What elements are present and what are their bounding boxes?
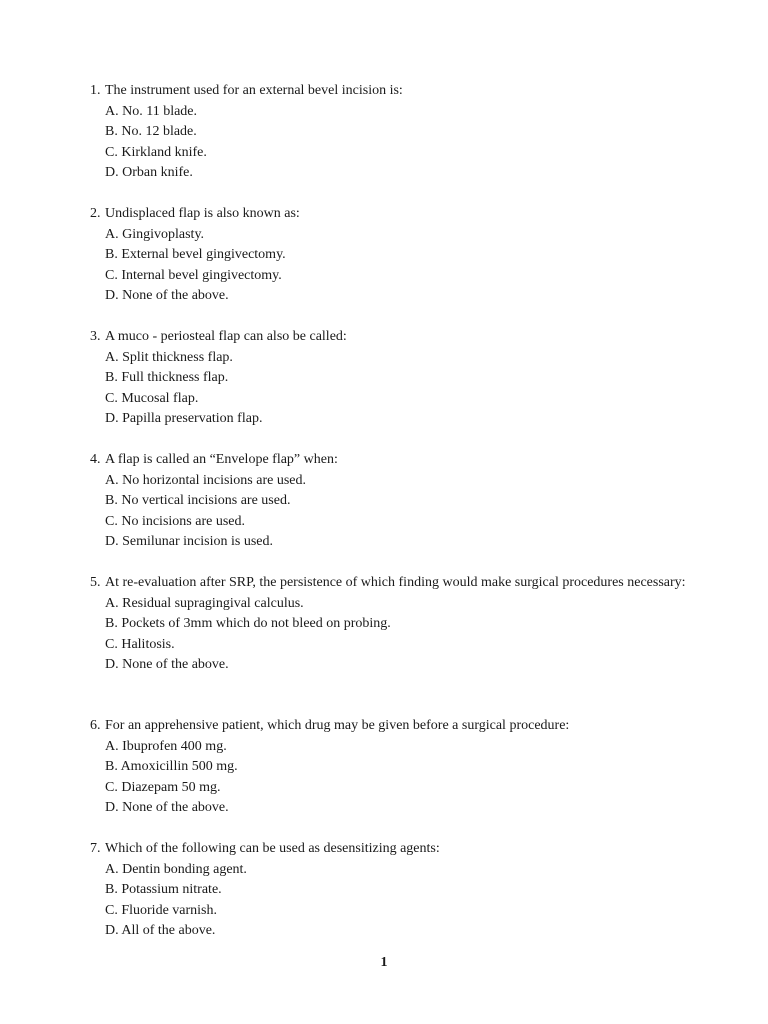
option-b: B. Potassium nitrate. — [105, 882, 222, 897]
question-2 — [90, 204, 690, 307]
question-text: Undisplaced flap is also known as: — [105, 206, 300, 221]
option-d: D. Orban knife. — [105, 165, 193, 180]
option-c: C. Kirkland knife. — [105, 144, 207, 160]
option-list — [90, 737, 690, 819]
question-5 — [90, 573, 690, 676]
page-number: 1 — [380, 955, 388, 970]
option-a: A. Dentin bonding agent. — [105, 861, 247, 877]
option-b: B. Amoxicillin 500 mg. — [105, 759, 238, 774]
question-text: At re-evaluation after SRP, the persistence of which finding would make surgical procedures necessary: — [105, 575, 686, 590]
question-3 — [90, 327, 690, 430]
question-text: A muco - periosteal flap can also be called: — [105, 329, 347, 344]
question-stem — [90, 204, 690, 225]
question-number: 3. — [90, 329, 101, 344]
option-list — [90, 225, 690, 307]
question-number: 6. — [90, 718, 101, 733]
question-stem — [90, 716, 690, 737]
option-d: D. None of the above. — [105, 657, 229, 672]
question-text: A flap is called an “Envelope flap” when: — [105, 452, 338, 467]
question-number: 2. — [90, 206, 101, 221]
question-stem — [90, 839, 690, 860]
option-list — [90, 348, 690, 430]
option-b: B. Pockets of 3mm which do not bleed on probing. — [105, 616, 391, 631]
question-stem — [90, 573, 690, 594]
option-a: A. Residual supragingival calculus. — [105, 595, 304, 611]
option-a: A. No. 11 blade. — [105, 103, 198, 119]
option-a: A. No horizontal incisions are used. — [105, 472, 307, 488]
option-d: D. None of the above. — [105, 288, 229, 303]
option-c: C. Halitosis. — [105, 636, 175, 652]
option-b: B. No vertical incisions are used. — [105, 493, 291, 508]
option-list — [90, 860, 690, 942]
option-a: A. Split thickness flap. — [105, 349, 233, 365]
question-1 — [90, 81, 690, 184]
question-text: Which of the following can be used as desensitizing agents: — [105, 841, 440, 856]
option-list — [90, 594, 690, 676]
option-c: C. Diazepam 50 mg. — [105, 779, 221, 795]
question-number: 4. — [90, 452, 101, 467]
option-a: A. Ibuprofen 400 mg. — [105, 738, 227, 754]
option-b: B. External bevel gingivectomy. — [105, 247, 286, 262]
option-a: A. Gingivoplasty. — [105, 226, 205, 242]
question-7 — [90, 839, 690, 942]
option-b: B. Full thickness flap. — [105, 370, 229, 385]
option-c: C. Mucosal flap. — [105, 390, 199, 406]
option-d: D. None of the above. — [105, 800, 229, 815]
question-4 — [90, 450, 690, 553]
option-list — [90, 471, 690, 553]
question-number: 7. — [90, 841, 101, 856]
question-number: 1. — [90, 83, 101, 98]
option-c: C. No incisions are used. — [105, 513, 245, 529]
question-stem — [90, 81, 690, 102]
option-c: C. Fluoride varnish. — [105, 902, 217, 918]
option-list — [90, 102, 690, 184]
option-d: D. All of the above. — [105, 923, 216, 938]
option-d: D. Semilunar incision is used. — [105, 534, 273, 549]
question-text: For an apprehensive patient, which drug may be given before a surgical procedure: — [105, 718, 570, 733]
question-stem — [90, 450, 690, 471]
question-number: 5. — [90, 575, 101, 590]
question-6 — [90, 716, 690, 819]
question-stem — [90, 327, 690, 348]
option-d: D. Papilla preservation flap. — [105, 411, 263, 426]
option-c: C. Internal bevel gingivectomy. — [105, 267, 282, 283]
option-b: B. No. 12 blade. — [105, 124, 197, 139]
question-text: The instrument used for an external bevel incision is: — [105, 83, 403, 98]
